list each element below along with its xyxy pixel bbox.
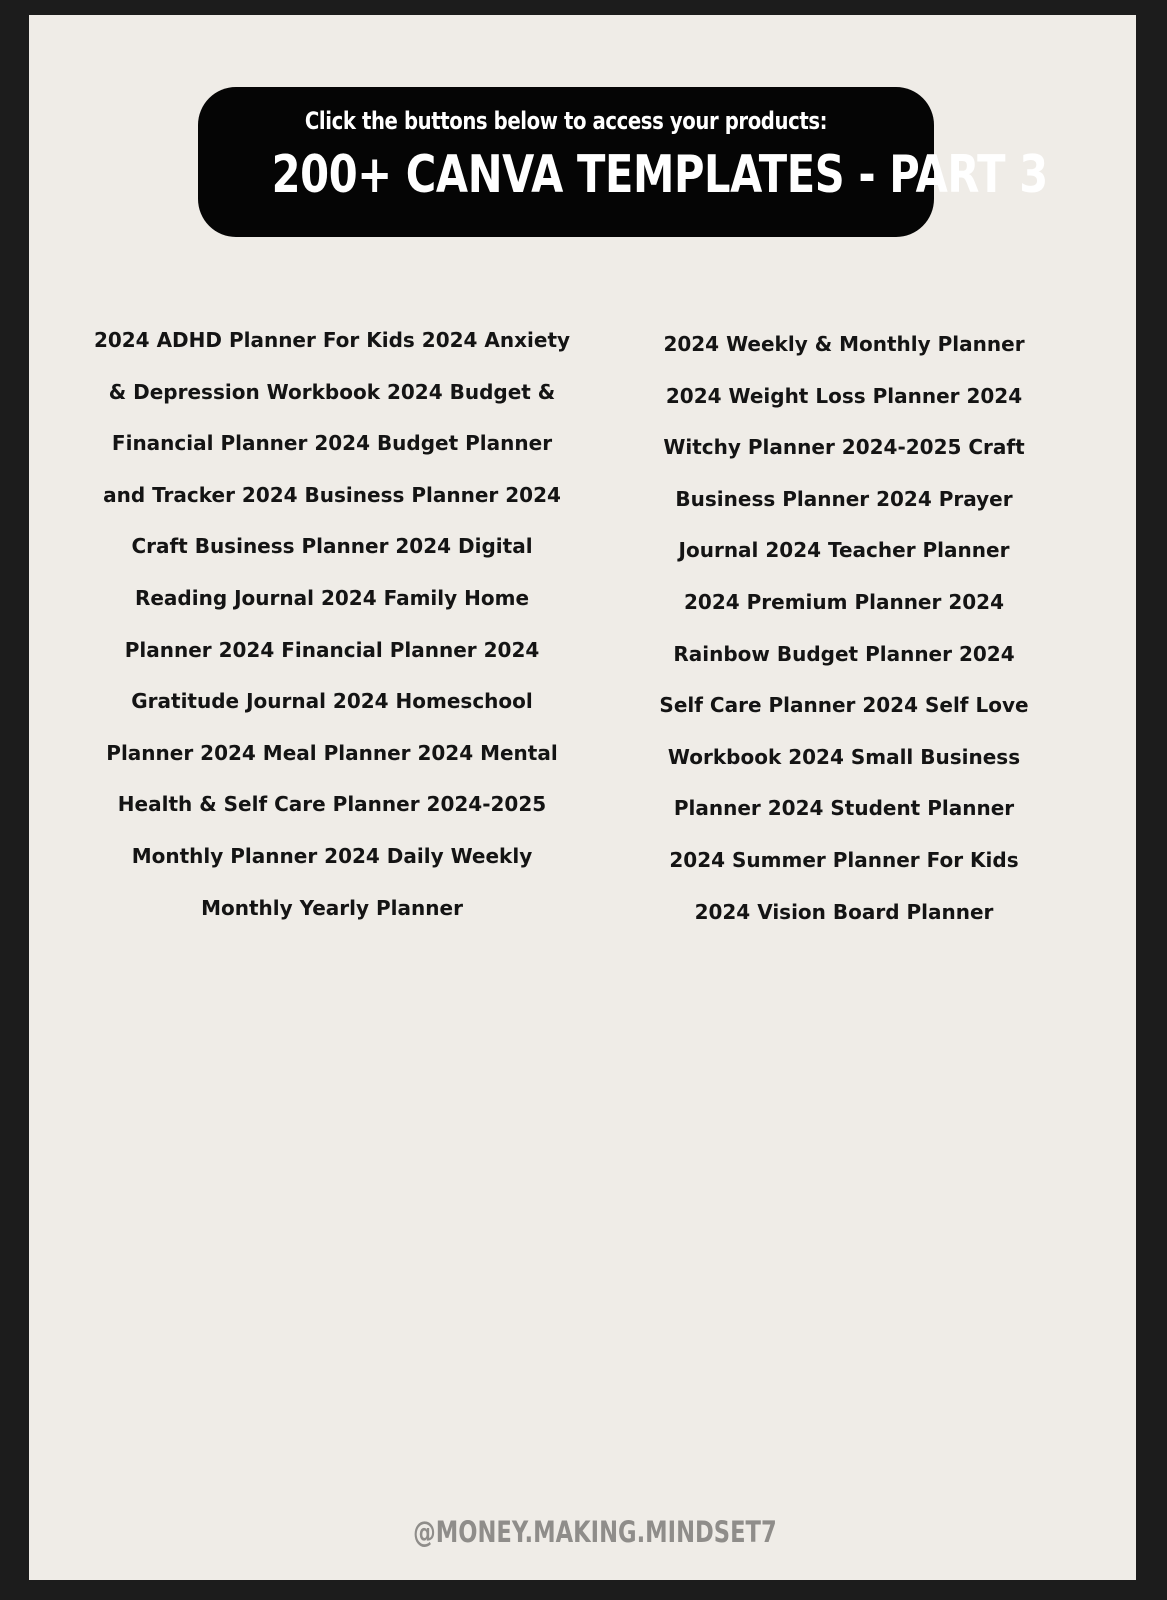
product-line[interactable]: 2024 Summer Planner For Kids	[669, 847, 1019, 872]
right-product-column	[599, 319, 1089, 938]
product-line[interactable]: Planner 2024 Financial Planner 2024	[124, 637, 540, 662]
product-line[interactable]: Self Care Planner 2024 Self Love	[659, 693, 1029, 718]
product-line[interactable]: 2024 Weight Loss Planner 2024	[665, 383, 1023, 408]
product-line[interactable]: 2024 ADHD Planner For Kids 2024 Anxiety	[93, 328, 571, 352]
product-line[interactable]: Planner 2024 Student Planner	[673, 796, 1015, 821]
product-line[interactable]: Monthly Planner 2024 Daily Weekly	[131, 843, 533, 868]
product-line[interactable]: Rainbow Budget Planner 2024	[673, 641, 1015, 666]
product-line[interactable]: Monthly Yearly Planner	[201, 895, 463, 920]
product-line[interactable]: and Tracker 2024 Business Planner 2024	[103, 482, 561, 507]
product-line[interactable]: 2024 Weekly & Monthly Planner	[663, 332, 1025, 356]
product-line[interactable]: Craft Business Planner 2024 Digital	[131, 534, 533, 559]
product-line[interactable]: Financial Planner 2024 Budget Planner	[111, 431, 553, 456]
product-line[interactable]: 2024 Premium Planner 2024	[684, 589, 1004, 614]
product-line[interactable]: Workbook 2024 Small Business	[667, 744, 1021, 769]
product-line[interactable]: 2024 Vision Board Planner	[694, 899, 994, 924]
header-subtitle: Click the buttons below to access your products:	[304, 107, 828, 135]
product-line[interactable]: Gratitude Journal 2024 Homeschool	[131, 689, 533, 714]
page-title: 200+ CANVA TEMPLATES - PART 3	[271, 145, 1048, 205]
product-line[interactable]: Witchy Planner 2024-2025 Craft	[663, 435, 1025, 460]
product-line[interactable]: Reading Journal 2024 Family Home	[134, 585, 530, 610]
page	[29, 15, 1136, 1580]
product-line[interactable]: & Depression Workbook 2024 Budget &	[108, 379, 556, 404]
product-line[interactable]: Planner 2024 Meal Planner 2024 Mental	[106, 740, 558, 765]
product-line[interactable]: Health & Self Care Planner 2024-2025	[117, 792, 547, 817]
footer-handle: @MONEY.MAKING.MINDSET7	[413, 1515, 777, 1549]
left-product-column	[72, 315, 592, 934]
product-line[interactable]: Journal 2024 Teacher Planner	[678, 538, 1010, 563]
header-banner	[198, 87, 1048, 237]
product-line[interactable]: Business Planner 2024 Prayer	[675, 486, 1013, 511]
